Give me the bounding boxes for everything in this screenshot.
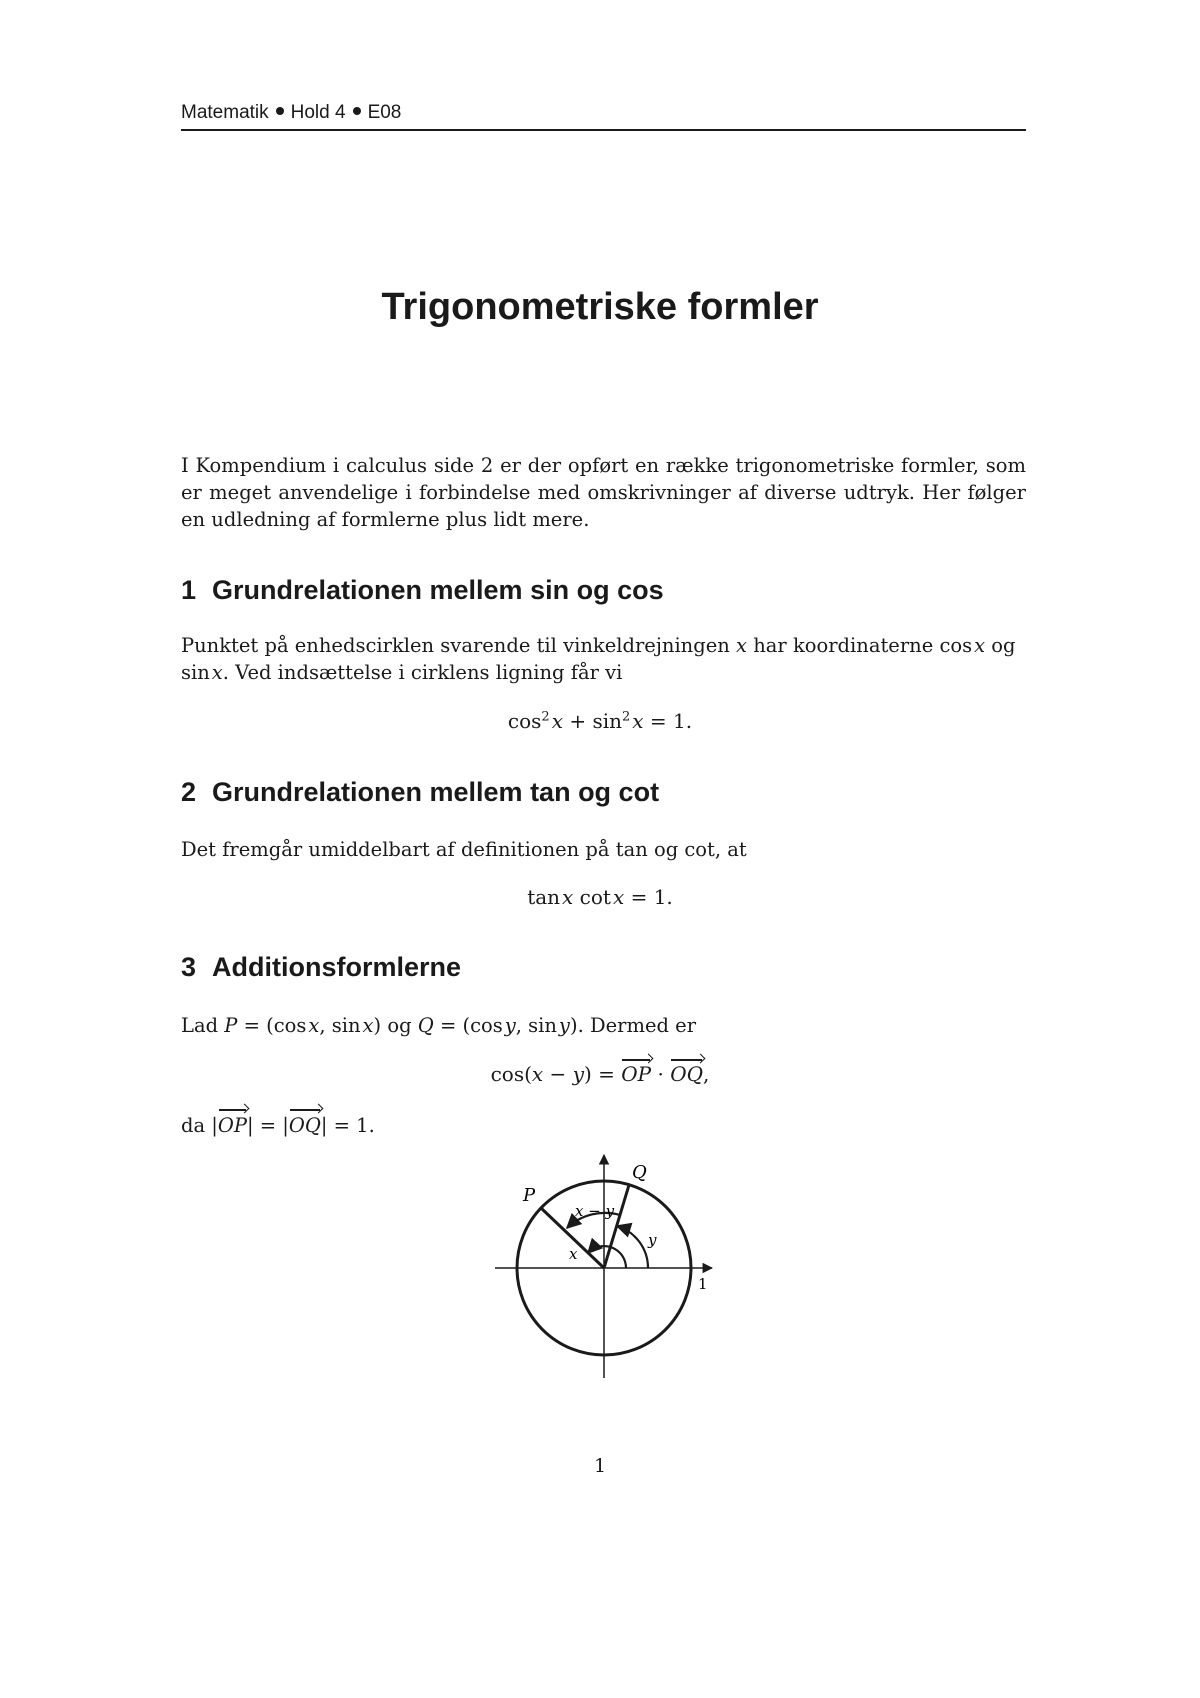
section-3-paragraph: Lad P = (cos x, sin x) og Q = (cos y, sin y). Dermed er: [181, 1014, 697, 1037]
section-3-norm-line: da |OP| = |OQ| = 1.: [181, 1114, 375, 1137]
label-y: y: [648, 1231, 657, 1249]
section-3-text: Lad: [181, 1014, 219, 1037]
section-1-text: har koordinaterne: [753, 634, 934, 657]
header-course: Matematik: [181, 102, 269, 123]
section-number: 3: [181, 952, 197, 982]
section-title: Grundrelationen mellem tan og cot: [212, 777, 660, 807]
section-1-text: . Ved indsættelse i cirklens ligning får vi: [222, 661, 623, 684]
page-number: 1: [593, 1455, 607, 1477]
header-rule: [181, 129, 1026, 131]
label-x-minus-y: x − y: [575, 1202, 615, 1220]
label-one: 1: [698, 1275, 708, 1293]
section-heading-3: [181, 952, 461, 983]
unit-circle-figure: [490, 1150, 730, 1380]
radius-oq: [604, 1185, 629, 1268]
label-q: Q: [632, 1162, 647, 1183]
section-3-text: og: [387, 1014, 412, 1037]
section-1-text: og: [991, 634, 1016, 657]
document-title: Trigonometriske formler: [381, 286, 819, 328]
label-x: x: [569, 1245, 578, 1263]
running-header: [181, 102, 1026, 124]
section-heading-1: [181, 575, 664, 606]
section-3-text: . Dermed er: [577, 1014, 697, 1037]
equation-cos-diff: cos(x − y) = OP · OQ,: [490, 1062, 710, 1086]
angle-arc-y: [617, 1226, 648, 1268]
section-number: 1: [181, 575, 197, 605]
section-heading-2: [181, 777, 659, 808]
header-code: E08: [367, 102, 402, 123]
section-number: 2: [181, 777, 197, 807]
section-3-text: da: [181, 1114, 206, 1137]
label-p: P: [523, 1185, 536, 1206]
bullet-separator: [353, 107, 361, 115]
equation-pythagorean: $\cos^2$ $x + \sin^2$ x = 1.: [507, 709, 693, 733]
section-2-paragraph: Det fremgår umiddelbart af definitionen på tan og cot, at: [181, 838, 747, 861]
intro-paragraph: I Kompendium i calculus side 2 er der opført en række trigonometriske formler, som er meget anvendelige i forbindelse med omskrivninger af diverse udtryk. Her følger en udledning af formlerne plus lidt mere.: [181, 454, 1026, 531]
section-title: Grundrelationen mellem sin og cos: [212, 575, 664, 605]
section-1-paragraph: Punktet på enhedscirklen svarende til vinkeldrejningen x har koordinaterne cos x og sin x. Ved indsættelse i cirklens ligning får vi: [181, 634, 1016, 684]
section-title: Additionsformlerne: [212, 952, 462, 982]
equation-tan-cot: tan x cot x = 1.: [527, 885, 673, 909]
bullet-separator: [276, 107, 284, 115]
math-inline: x: [736, 634, 748, 657]
section-1-text: Punktet på enhedscirklen svarende til vinkeldrejningen: [181, 634, 730, 657]
header-hold: Hold 4: [290, 102, 346, 123]
